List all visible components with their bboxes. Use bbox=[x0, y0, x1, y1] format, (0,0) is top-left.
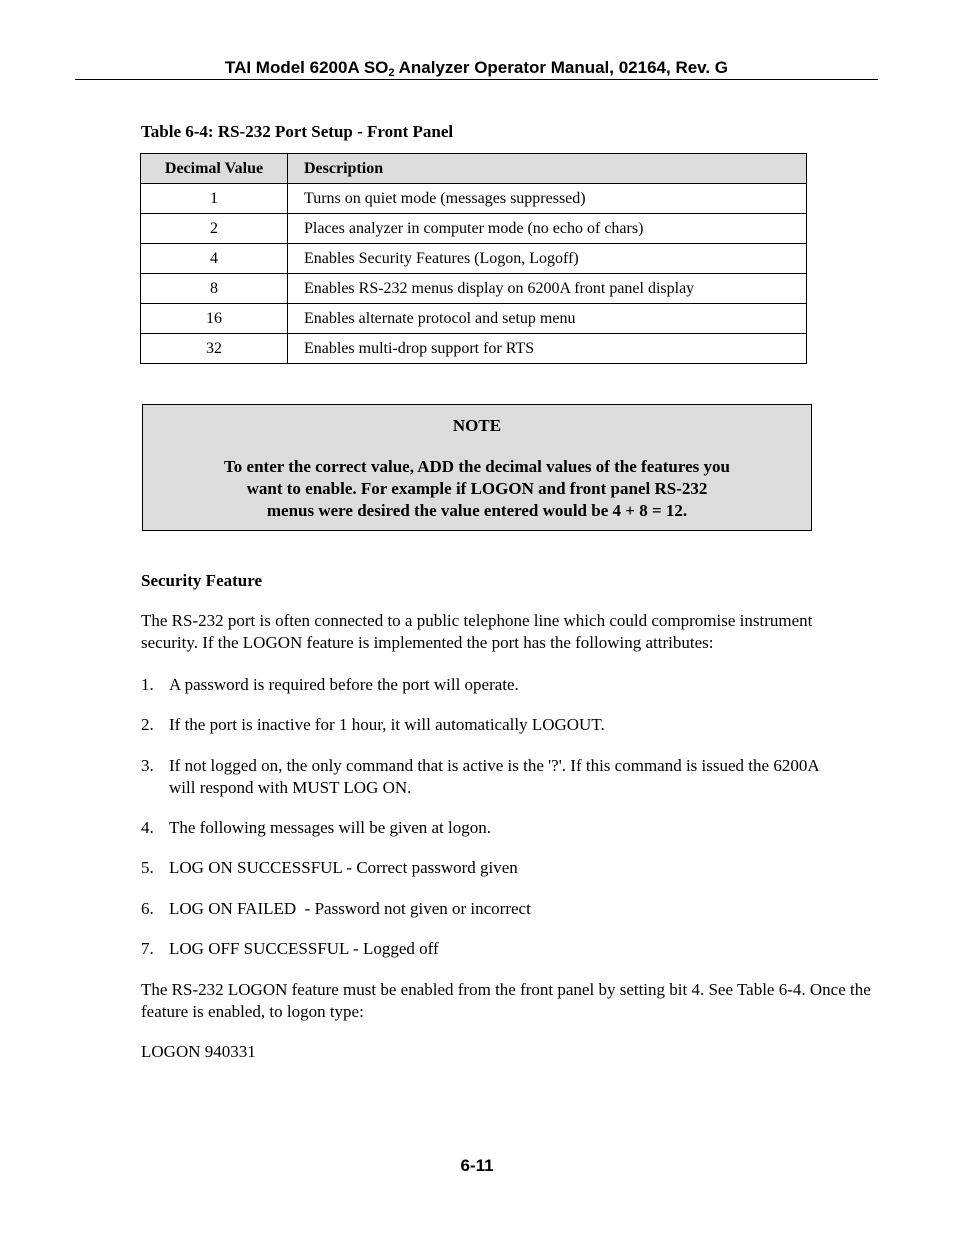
list-item-number: 4. bbox=[141, 818, 154, 837]
header-title-subscript: 2 bbox=[388, 67, 395, 79]
row-description: Turns on quiet mode (messages suppressed) bbox=[288, 184, 807, 214]
row-description: Enables Security Features (Logon, Logoff) bbox=[288, 244, 807, 274]
header-title-post: Analyzer Operator Manual, 02164, Rev. G bbox=[394, 58, 729, 77]
list-item-number: 7. bbox=[141, 939, 154, 958]
row-description: Enables RS-232 menus display on 6200A front panel display bbox=[288, 274, 807, 304]
row-description: Places analyzer in computer mode (no echo of chars) bbox=[288, 214, 807, 244]
note-line: want to enable. For example if LOGON and front panel RS-232 bbox=[246, 479, 708, 498]
list-item-number: 6. bbox=[141, 899, 154, 918]
rs232-setup-table bbox=[140, 153, 807, 364]
table-row bbox=[141, 304, 807, 334]
intro-paragraph: The RS-232 port is often connected to a public telephone line which could compromise instrument security. If the LOGON feature is implemented the port has the following attributes: bbox=[141, 611, 813, 652]
row-decimal-value: 32 bbox=[141, 334, 288, 364]
table-row bbox=[141, 274, 807, 304]
row-decimal-value: 8 bbox=[141, 274, 288, 304]
list-item-text: If not logged on, the only command that is active is the '?'. If this command is issued the 6200A will respond with MUST LOG ON. bbox=[169, 756, 819, 797]
table-caption: Table 6-4: RS-232 Port Setup - Front Panel bbox=[141, 122, 454, 141]
list-item-text: LOG ON FAILED - Password not given or incorrect bbox=[169, 899, 531, 918]
section-heading: Security Feature bbox=[141, 571, 263, 590]
logon-command: LOGON 940331 bbox=[141, 1042, 256, 1061]
row-description: Enables alternate protocol and setup menu bbox=[288, 304, 807, 334]
row-decimal-value: 4 bbox=[141, 244, 288, 274]
row-decimal-value: 1 bbox=[141, 184, 288, 214]
note-line: To enter the correct value, ADD the decimal values of the features you bbox=[224, 457, 730, 476]
table-header-row bbox=[141, 154, 807, 184]
list-item-number: 2. bbox=[141, 715, 154, 734]
column-header-decimal-value: Decimal Value bbox=[141, 154, 288, 184]
column-header-description: Description bbox=[288, 154, 807, 184]
list-item-text: The following messages will be given at logon. bbox=[169, 818, 491, 837]
table-row bbox=[141, 184, 807, 214]
page-number: 6-11 bbox=[460, 1156, 494, 1175]
list-item-number: 1. bbox=[141, 675, 154, 694]
note-title: NOTE bbox=[452, 416, 502, 435]
note-box bbox=[142, 404, 812, 531]
table-row bbox=[141, 334, 807, 364]
page-header bbox=[75, 57, 878, 80]
outro-paragraph: The RS-232 LOGON feature must be enabled from the front panel by setting bit 4. See Table 6-4. Once the feature is enabled, to logon type: bbox=[141, 980, 871, 1021]
row-decimal-value: 2 bbox=[141, 214, 288, 244]
table-row bbox=[141, 214, 807, 244]
list-item-text: A password is required before the port will operate. bbox=[169, 675, 519, 694]
list-item-number: 3. bbox=[141, 756, 154, 775]
note-body bbox=[183, 456, 771, 522]
table-row bbox=[141, 244, 807, 274]
row-decimal-value: 16 bbox=[141, 304, 288, 334]
list-item-text: If the port is inactive for 1 hour, it will automatically LOGOUT. bbox=[169, 715, 605, 734]
header-title-pre: TAI Model 6200A SO bbox=[224, 58, 389, 77]
note-line: menus were desired the value entered would be 4 + 8 = 12. bbox=[266, 501, 688, 520]
list-item-text: LOG ON SUCCESSFUL - Correct password given bbox=[169, 858, 518, 877]
list-item-text: LOG OFF SUCCESSFUL - Logged off bbox=[169, 939, 439, 958]
list-item-number: 5. bbox=[141, 858, 154, 877]
row-description: Enables multi-drop support for RTS bbox=[288, 334, 807, 364]
